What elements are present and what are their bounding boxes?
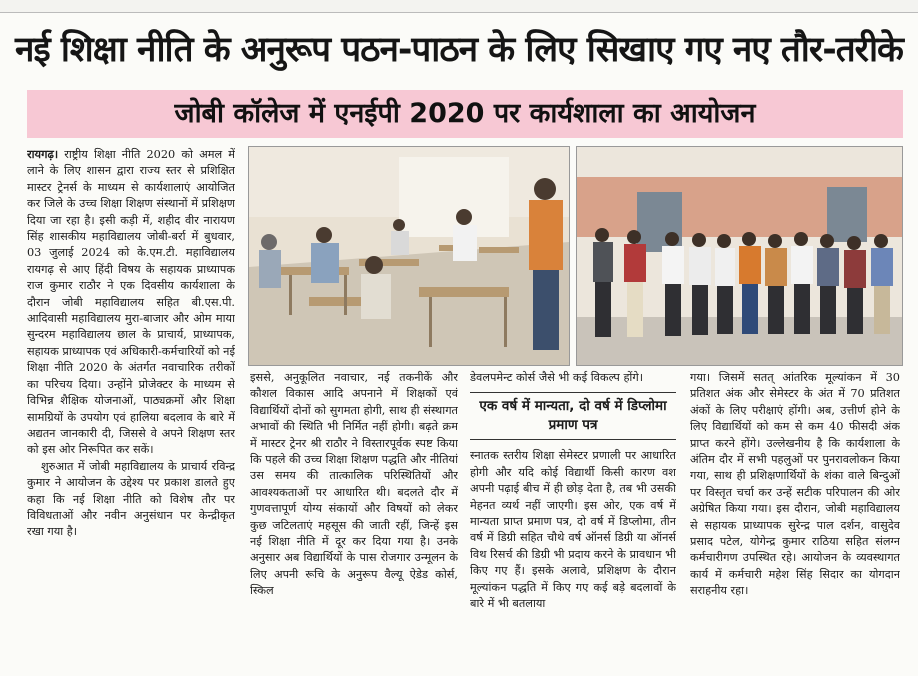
group-photo xyxy=(576,146,903,366)
paragraph-text: राष्ट्रीय शिक्षा नीति 2020 को अमल में लाने के लिए शासन द्वारा राज्य स्तर से प्रशिक्षित मास्टर ट्रेनर्स के माध्यम से कार्यशालाएं आयोजित कर जिले के उच्च शिक्षा शिक्षण संस्थानों में प्रशिक्षण दिया जा रहा है। इसी कड़ी में, शहीद वीर नारायण सिंह शासकीय महाविद्यालय जोबी-बर्रा में बुधवार, 03 जुलाई 2024 को के.एम.टी. महाविद्यालय रायगढ़ से आए हिंदी विषय के सहायक प्राध्यापक राज कुमार राठौर ने एक दिवसीय कार्यशाला के दौरान जोबी महाविद्यालय सहित बी.एस.पी. आदिवासी महाविद्यालय मुरा-बाजार और ओम माया सुन्दरम महाविद्यालय छाल के प्राचार्य, प्राध्यापक, सहायक प्राध्यापक एवं अधिकारी-कर्मचारियों को नई शिक्षा नीति 2020 के अंतर्गत नवाचारिक तरीकों का परिचय दिया। उन्होंने प्रोजेक्टर के माध्यम से विभिन्न शैक्षिक योजनाओं, पाठ्यक्रमों और शिक्षा सामग्रियों के उपयोग एवं हालिया बदलाव के बारे में अद्यतन जानकारी दी, जिससे वे अपने शिक्षण स्तर को इस ओर निरूपित कर सकें। xyxy=(27,148,235,457)
headline: नई शिक्षा नीति के अनुरूप पठन-पाठन के लिए सिखाए गए नए तौर-तरीके xyxy=(15,30,903,70)
article-column-1 xyxy=(27,146,235,666)
subhead-banner xyxy=(27,90,903,138)
article-column-3 xyxy=(470,370,676,670)
paragraph: स्नातक स्तरीय शिक्षा सेमेस्टर प्रणाली पर आधारित होगी और यदि कोई विद्यार्थी किसी कारण वश अपनी पढ़ाई बीच में ही छोड़ देता है, तब भी उसकी मेहनत व्यर्थ नहीं जाएगी। इस ओर, एक वर्ष में मान्यता प्राप्त प्रमाण पत्र, दो वर्ष में डिप्लोमा, तीन वर्ष में डिग्री सहित चौथे वर्ष ऑनर्स डिग्री या ऑनर्स विथ रिसर्च की डिग्री भी प्रदाय करने के प्रावधान भी किए गए हैं। इसके अलावे, प्रशिक्षण के दौरान मूल्यांकन पद्धति में किए गए कई बड़े बदलावों के बारे में भी बतलाया xyxy=(470,449,676,611)
page-top-rule xyxy=(0,0,918,13)
article-column-2 xyxy=(250,370,458,670)
paragraph xyxy=(27,146,235,459)
workshop-classroom-photo xyxy=(248,146,570,366)
paragraph: शुरुआत में जोबी महाविद्यालय के प्राचार्य रविन्द्र कुमार ने आयोजन के उद्देश्य पर प्रकाश डालते हुए कहा कि नई शिक्षा नीति को विशेष तौर पर विविधताओं और नवीन अनुसंधान पर केन्द्रीकृत रखा गया है। xyxy=(27,459,235,539)
paragraph: डेवलपमेन्ट कोर्स जैसे भी कई विकल्प होंगे। xyxy=(470,371,644,384)
paragraph: इससे, अनुकूलित नवाचार, नई तकनीकें और कौशल विकास आदि अपनाने में शिक्षकों एवं विद्यार्थियों दोनों को सुगमता होगी, साथ ही संस्थागत अभावों की स्थिति भी निर्मित नहीं होगी। बढ़ते क्रम में मास्टर ट्रेनर श्री राठौर ने विस्तारपूर्वक स्पष्ट किया कि पहले की उच्च शिक्षा शिक्षण पद्धति और नीतियां उस समय की तात्कालिक परिस्थितियों और आवश्यकताओं पर आधारित थी। बदलते दौर में गुणवत्तापूर्ण योग्य संकायों और विषयों को लेकर कुछ जटिलताएं महसूस की जाती रहीं, जिन्हें इस नई शिक्षा नीति में दूर कर दिया गया है। उनके अनुसार अब विद्यार्थियों के पास रोजगार उन्मूलन के लिए अपनी रूचि के अनुरूप वैल्यू ऐडेड कोर्स, स्किल xyxy=(250,371,458,598)
dateline: रायगढ़। xyxy=(27,147,59,161)
crosshead: एक वर्ष में मान्यता, दो वर्ष में डिप्लोमा प्रमाण पत्र xyxy=(470,392,676,440)
subhead: जोबी कॉलेज में एनईपी 2020 पर कार्यशाला का आयोजन xyxy=(174,98,756,129)
paragraph: गया। जिसमें सतत् आंतरिक मूल्यांकन में 30 प्रतिशत अंक और सेमेस्टर के अंत में 70 प्रतिशत अंकों के लिए परीक्षाएं होंगी। अब, उत्तीर्ण होने के लिए विद्यार्थियों को कम से कम 40 फीसदी अंक प्राप्त करने होंगे। उल्लेखनीय है कि कार्यशाला के अंतिम दौर में सभी पहलुओं पर पुनरावलोकन किया गया, साथ ही प्रशिक्षणार्थियों के शंका वाले बिन्दुओं पर विस्तृत चर्चा कर उन्हें सटीक परिपालन की ओर अग्रेषित किया गया। इस दौरान, जोबी महाविद्यालय से सहायक प्राध्यापक सुरेन्द्र पाल दर्शन, वासुदेव प्रसाद पटेल, योगेन्द्र कुमार राठिया सहित संलग्न कर्मचारीगण उपस्थित रहे। आयोजन के व्यवस्थागत कार्य में कर्मचारी महेश सिंह सिदार का योगदान सराहनीय रहा। xyxy=(690,371,900,598)
article-column-4 xyxy=(690,370,900,670)
